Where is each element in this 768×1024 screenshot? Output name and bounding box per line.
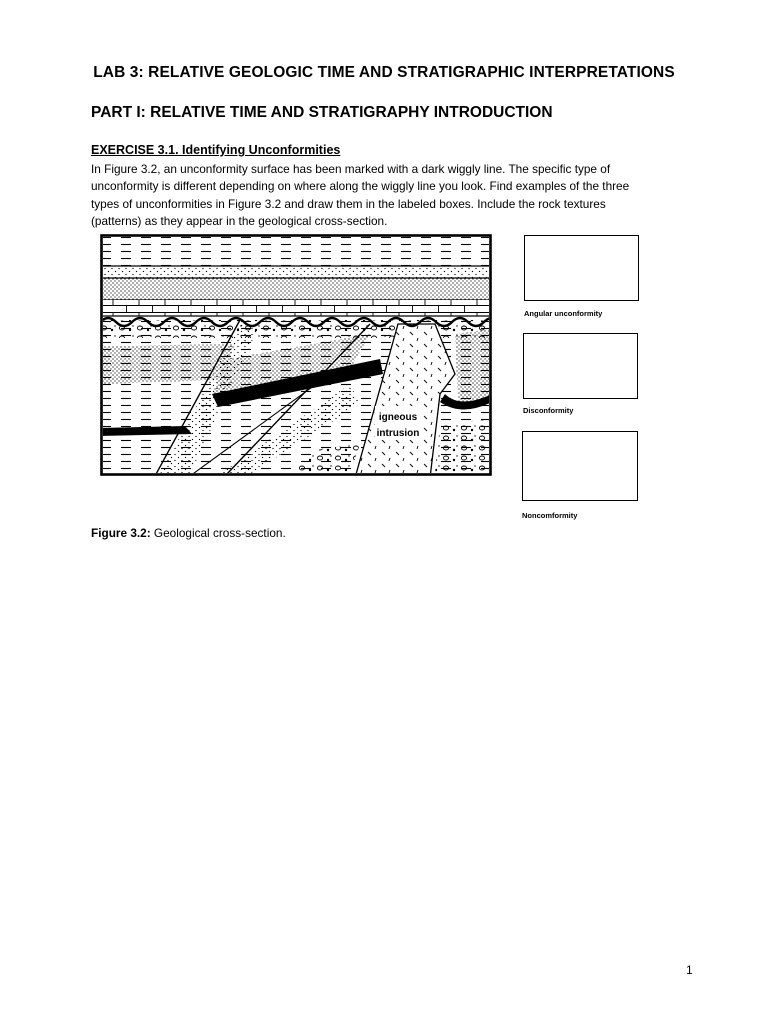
nonconformity-label: Noncomformity (522, 511, 578, 520)
instruction-line: unconformity is different depending on where along the wiggly line you look. Find examples of the three (91, 179, 630, 194)
sandstone-layer-thin (100, 266, 492, 278)
page-title: LAB 3: RELATIVE GEOLOGIC TIME AND STRATIGRAPHIC INTERPRETATIONS (93, 64, 675, 81)
limestone-layer (100, 300, 492, 316)
instruction-line: In Figure 3.2, an unconformity surface has been marked with a dark wiggly line. The specific type of (91, 162, 611, 176)
right-sandstone (455, 329, 492, 404)
exercise-instructions (91, 161, 691, 231)
intrusion-label-1: igneous (378, 412, 418, 423)
part-heading: PART I: RELATIVE TIME AND STRATIGRAPHY INTRODUCTION (91, 104, 553, 121)
disconformity-box[interactable] (523, 333, 638, 399)
cross-section-figure (100, 234, 492, 476)
instruction-line: types of unconformities in Figure 3.2 and draw them in the labeled boxes. Include the rock textures (91, 196, 606, 211)
sandstone-layer (100, 278, 492, 300)
angular-unconformity-label: Angular unconformity (524, 309, 603, 318)
exercise-heading: EXERCISE 3.1. Identifying Unconformities (91, 143, 341, 157)
right-pebbles (435, 419, 492, 474)
figure-caption (91, 526, 286, 540)
instruction-line: (patterns) as they appear in the geological cross-section. (91, 214, 388, 229)
caption-label: Figure 3.2: (91, 526, 151, 540)
disconformity-label: Disconformity (523, 406, 574, 415)
shale-layer-top (100, 234, 492, 266)
page-number: 1 (686, 963, 693, 977)
nonconformity-box[interactable] (522, 431, 638, 501)
intrusion-label-2: intrusion (376, 428, 420, 439)
angular-unconformity-box[interactable] (524, 235, 639, 301)
caption-text: Geological cross-section. (150, 526, 286, 540)
